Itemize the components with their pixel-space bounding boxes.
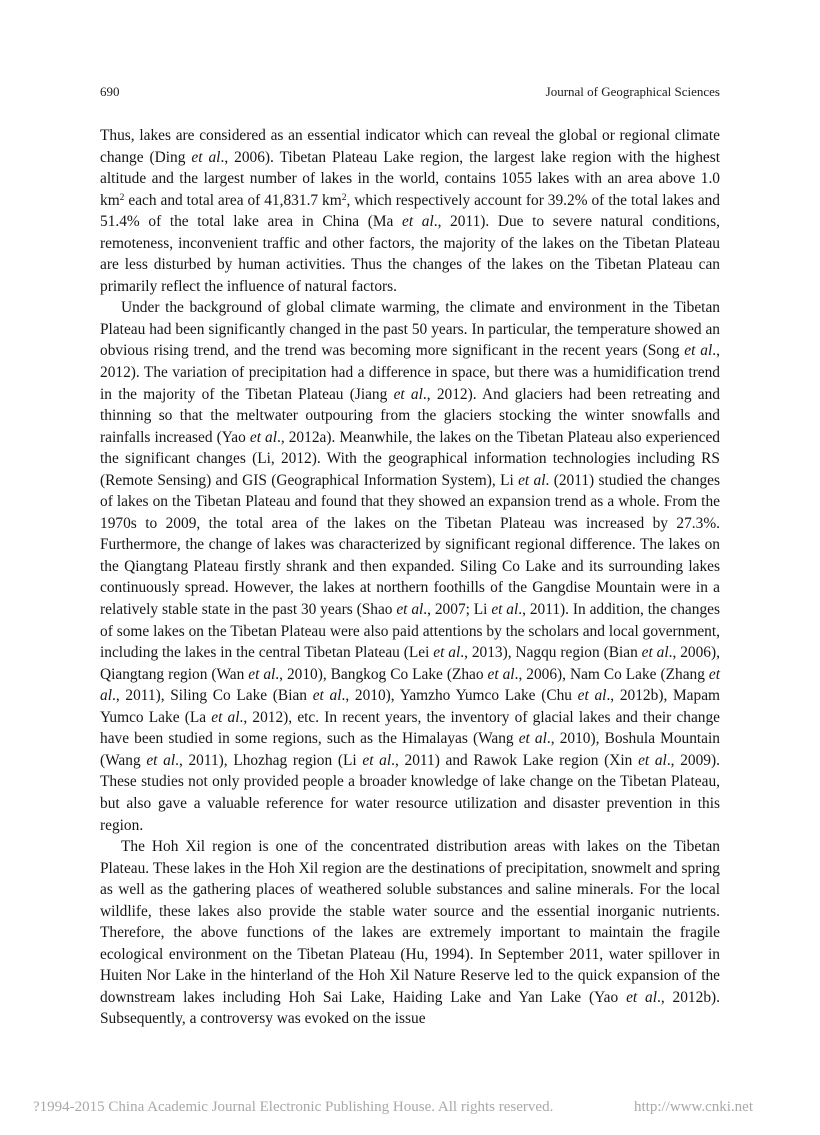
page-footer (33, 1099, 753, 1116)
copyright-text: ?1994-2015 China Academic Journal Electronic Publishing House. All rights reserved. (33, 1099, 554, 1115)
paragraph: Thus, lakes are considered as an essential indicator which can reveal the global or regional climate change (Ding et al., 2006). Tibetan Plateau Lake region, the largest lake region with the highest altitude and the largest number of lakes in the world, contains 1055 lakes with an area above 1.0 $km^2$ each and total area of 41,831.7 $km^2$, which respectively account for 39.2% of the total lakes and 51.4% of the total lake area in China (Ma et al., 2011). Due to severe natural conditions, remoteness, inconvenient traffic and other factors, the majority of the lakes on the Tibetan Plateau are less disturbed by human activities. Thus the changes of the lakes on the Tibetan Plateau can primarily reflect the influence of natural factors. (100, 127, 721, 295)
footer-url: http://www.cnki.net (633, 1099, 753, 1115)
paragraph: Under the background of global climate warming, the climate and environment in the Tibetan Plateau had been significantly changed in the past 50 years. In particular, the temperature showed an obvious rising trend, and the trend was becoming more significant in the recent years (Song et al., 2012). The variation of precipitation had a difference in space, but there was a humidification trend in the majority of the Tibetan Plateau (Jiang et al., 2012). And glaciers had been retreating and thinning so that the meltwater outpouring from the glaciers stocking the winter snowfalls and rainfalls increased (Yao et al., 2012a). Meanwhile, the lakes on the Tibetan Plateau also experienced the significant changes (Li, 2012). With the geographical information technologies including RS (Remote Sensing) and GIS (Geographical Information System), Li et al. (2011) studied the changes of lakes on the Tibetan Plateau and found that they showed an expansion trend as a whole. From the 1970s to 2009, the total area of the lakes on the Tibetan Plateau was increased by 27.3%. Furthermore, the change of lakes was characterized by significant regional difference. The lakes on the Qiangtang Plateau firstly shrank and then expanded. Siling Co Lake and its surrounding lakes continuously spread. However, the lakes at northern foothills of the Gangdise Mountain were in a relatively stable state in the past 30 years (Shao et al., 2007; Li et al., 2011). In addition, the changes of some lakes on the Tibetan Plateau were also paid attentions by the scholars and local government, including the lakes in the central Tibetan Plateau (Lei et al., 2013), Nagqu region (Bian et al., 2006), Qiangtang region (Wan et al., 2010), Bangkog Co Lake (Zhao et al., 2006), Nam Co Lake (Zhang et al., 2011), Siling Co Lake (Bian et al., 2010), Yamzho Yumco Lake (Chu et al., 2012b), Mapam Yumco Lake (La et al., 2012), etc. In recent years, the inventory of glacial lakes and their change have been studied in some regions, such as the Himalayas (Wang et al., 2010), Boshula Mountain (Wang et al., 2011), Lhozhag region (Li et al., 2011) and Rawok Lake region (Xin et al., 2009). These studies not only provided people a broader knowledge of lake change on the Tibetan Plateau, but also gave a valuable reference for water resource utilization and disaster prevention in this region. (100, 299, 721, 834)
page-header (100, 84, 720, 100)
page-number: 690 (100, 84, 120, 99)
journal-title: Journal of Geographical Sciences (545, 84, 720, 99)
paragraph: The Hoh Xil region is one of the concentrated distribution areas with lakes on the Tibetan Plateau. These lakes in the Hoh Xil region are the destinations of precipitation, snowmelt and spring as well as the gathering places of weathered soluble substances and saline minerals. For the local wildlife, these lakes also provide the stable water source and the essential inorganic nutrients. Therefore, the above functions of the lakes are extremely important to maintain the fragile ecological environment on the Tibetan Plateau (Hu, 1994). In September 2011, water spillover in Huiten Nor Lake in the hinterland of the Hoh Xil Nature Reserve led to the quick expansion of the downstream lakes including Hoh Sai Lake, Haiding Lake and Yan Lake (Yao et al., 2012b). Subsequently, a controversy was evoked on the issue (100, 838, 720, 1028)
article-body (100, 125, 720, 1030)
